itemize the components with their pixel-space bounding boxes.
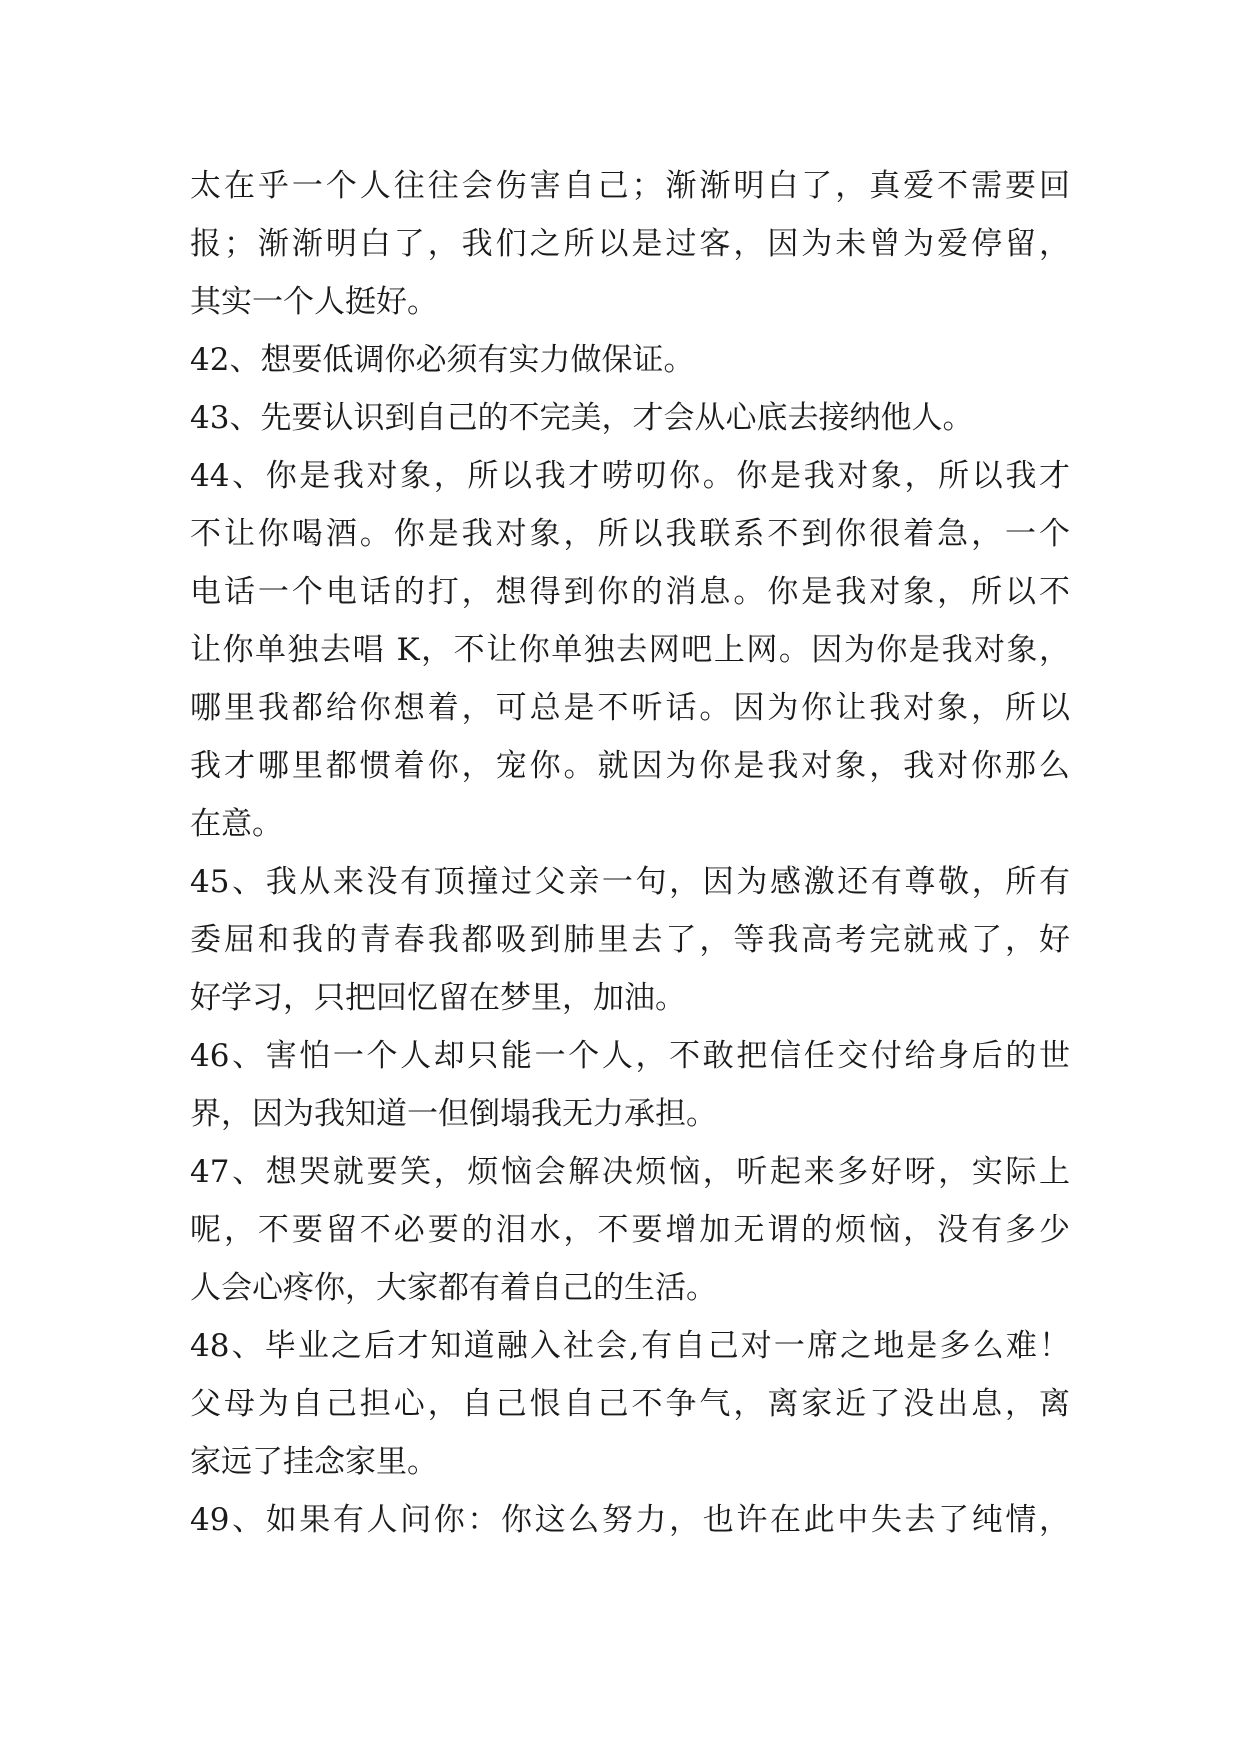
text-line: 其实一个人挺好。 <box>190 284 438 320</box>
text-line: 42、想要低调你必须有实力做保证。 <box>190 342 695 378</box>
text-line: 46、害怕一个人却只能一个人，不敢把信任交付给身后的世 <box>190 1038 1070 1074</box>
text-line: 太在乎一个人往往会伤害自己；渐渐明白了，真爱不需要回 <box>190 168 1070 204</box>
text-line: 让你单独去唱 K，不让你单独去网吧上网。因为你是我对象， <box>190 632 1070 668</box>
paragraph-49 <box>190 1491 1070 1549</box>
paragraph-46 <box>190 1027 1070 1143</box>
text-line: 电话一个电话的打，想得到你的消息。你是我对象，所以不 <box>190 574 1070 610</box>
text-line: 我才哪里都惯着你，宠你。就因为你是我对象，我对你那么 <box>190 748 1070 784</box>
paragraph-45 <box>190 853 1070 1027</box>
text-line: 不让你喝酒。你是我对象，所以我联系不到你很着急，一个 <box>190 516 1070 552</box>
text-line: 界，因为我知道一但倒塌我无力承担。 <box>190 1096 717 1132</box>
text-line: 报；渐渐明白了，我们之所以是过客，因为未曾为爱停留， <box>190 226 1070 262</box>
paragraph-42 <box>190 331 1070 389</box>
document-page <box>190 157 1070 1549</box>
paragraph-41-continued <box>190 157 1070 331</box>
paragraph-48 <box>190 1317 1070 1491</box>
text-line: 48、毕业之后才知道融入社会,有自己对一席之地是多么难！ <box>190 1328 1070 1364</box>
text-line: 人会心疼你，大家都有着自己的生活。 <box>190 1270 717 1306</box>
paragraph-47 <box>190 1143 1070 1317</box>
text-line: 父母为自己担心，自己恨自己不争气，离家近了没出息，离 <box>190 1386 1070 1422</box>
text-line: 49、如果有人问你：你这么努力，也许在此中失去了纯情， <box>190 1502 1070 1538</box>
text-line: 委屈和我的青春我都吸到肺里去了，等我高考完就戒了，好 <box>190 922 1070 958</box>
text-line: 43、先要认识到自己的不完美，才会从心底去接纳他人。 <box>190 400 974 436</box>
paragraph-44 <box>190 447 1070 853</box>
text-line: 家远了挂念家里。 <box>190 1444 438 1480</box>
text-line: 47、想哭就要笑，烦恼会解决烦恼，听起来多好呀，实际上 <box>190 1154 1070 1190</box>
text-line: 哪里我都给你想着，可总是不听话。因为你让我对象，所以 <box>190 690 1070 726</box>
text-line: 好学习，只把回忆留在梦里，加油。 <box>190 980 686 1016</box>
paragraph-43 <box>190 389 1070 447</box>
text-line: 在意。 <box>190 806 283 842</box>
text-line: 呢，不要留不必要的泪水，不要增加无谓的烦恼，没有多少 <box>190 1212 1070 1248</box>
text-line: 44、你是我对象，所以我才唠叨你。你是我对象，所以我才 <box>190 458 1070 494</box>
text-line: 45、我从来没有顶撞过父亲一句，因为感激还有尊敬，所有 <box>190 864 1070 900</box>
